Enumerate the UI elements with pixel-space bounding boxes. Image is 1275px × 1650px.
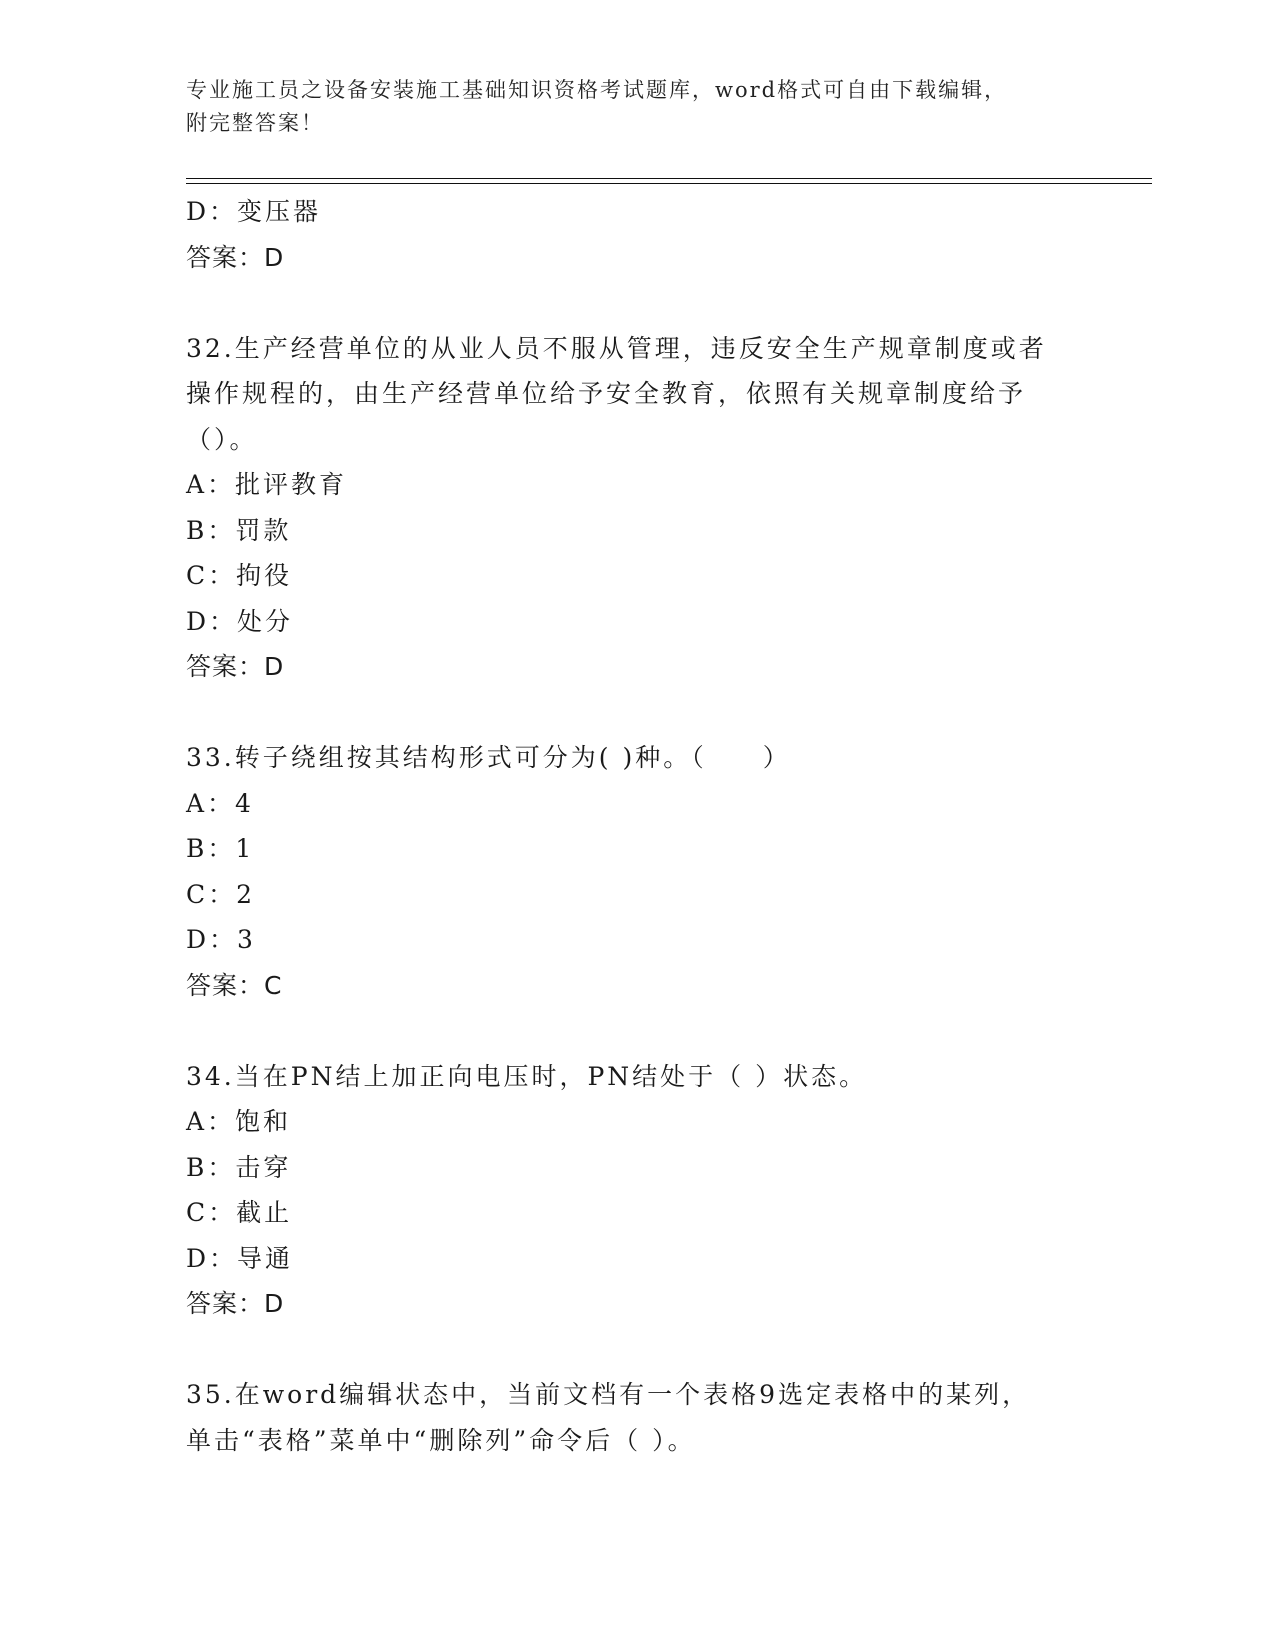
option-d: D：3 [186, 925, 256, 954]
option-d: D：处分 [186, 606, 294, 636]
answer-line: 答案：D [186, 1289, 285, 1318]
question-text-line: 32.生产经营单位的从业人员不服从管理，违反安全生产规章制度或者 [186, 333, 1047, 363]
option-c: C：2 [186, 879, 256, 909]
question-32 [186, 326, 1086, 690]
document-header [186, 74, 1086, 140]
question-33 [186, 735, 1086, 1008]
option-b: B：1 [186, 834, 255, 863]
question-text-line: 35.在word编辑状态中，当前文档有一个表格9选定表格中的某列， [186, 1380, 1031, 1409]
question-list [186, 189, 1086, 1463]
option-d: D：变压器 [186, 197, 322, 226]
option-a: A：批评教育 [186, 470, 348, 499]
header-line-1: 专业施工员之设备安装施工基础知识资格考试题库，word格式可自由下载编辑， [186, 78, 1008, 102]
question-text-line: （）。 [186, 424, 258, 454]
header-divider-top [186, 178, 1152, 179]
question-text-line: 单击“表格”菜单中“删除列”命令后（ ）。 [186, 1425, 696, 1455]
header-divider-bottom [186, 183, 1152, 184]
option-c: C：截止 [186, 1198, 293, 1227]
question-35 [186, 1372, 1086, 1463]
option-a: A：饱和 [186, 1107, 292, 1136]
question-text-line: 33.转子绕组按其结构形式可分为( )种。（ ） [186, 743, 791, 772]
question-text-line: 34.当在PN结上加正向电压时，PN结处于（ ）状态。 [186, 1061, 868, 1091]
answer-line: 答案：D [186, 242, 285, 272]
option-b: B：罚款 [186, 515, 292, 545]
spacer [186, 1008, 1086, 1054]
option-c: C：拘役 [186, 561, 293, 590]
spacer [186, 690, 1086, 736]
option-b: B：击穿 [186, 1152, 292, 1182]
option-d: D：导通 [186, 1243, 294, 1273]
spacer [186, 280, 1086, 326]
header-line-2: 附完整答案！ [186, 111, 324, 135]
answer-line: 答案：C [186, 970, 283, 1000]
answer-line: 答案：D [186, 652, 285, 681]
question-text-line: 操作规程的，由生产经营单位给予安全教育，依照有关规章制度给予 [186, 379, 1027, 408]
option-a: A：4 [186, 788, 254, 818]
question-34 [186, 1054, 1086, 1327]
prev-question-tail [186, 189, 1086, 280]
spacer [186, 1327, 1086, 1373]
